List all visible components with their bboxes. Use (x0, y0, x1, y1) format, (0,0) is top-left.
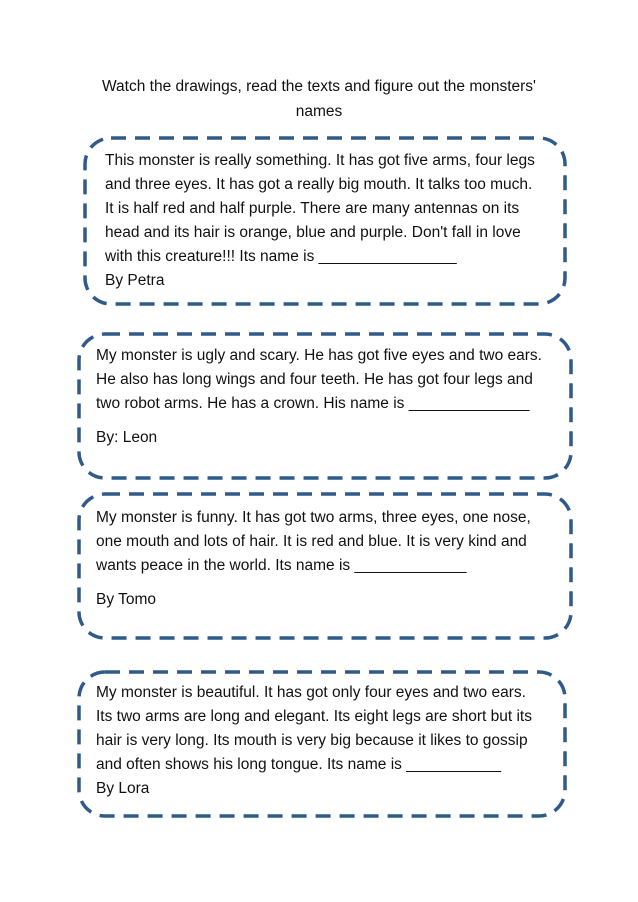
description-line: My monster is beautiful. It has got only four eyes and two ears. (96, 684, 526, 701)
description-line: and three eyes. It has got a really big mouth. It talks too much. (105, 176, 533, 193)
monster-description-box-tomo (78, 493, 572, 639)
author-signature: By Lora (96, 780, 150, 797)
monster-description (96, 681, 532, 801)
monster-description (96, 506, 531, 612)
description-line: wants peace in the world. Its name is _____________ (96, 557, 467, 574)
description-line: It is half red and half purple. There are many antennas on its (105, 200, 520, 217)
monster-description (105, 149, 535, 293)
description-line: head and its hair is orange, blue and purple. Don't fall in love (105, 224, 521, 241)
instructions-line-1: Watch the drawings, read the texts and figure out the monsters' (101, 78, 537, 95)
monster-description-box-petra (84, 137, 566, 305)
description-line: hair is very long. Its mouth is very big because it likes to gossip (96, 732, 528, 749)
description-line: with this creature!!! Its name is ________________ (105, 248, 457, 265)
description-line: This monster is really something. It has got five arms, four legs (105, 152, 535, 169)
monster-description-box-lora (78, 671, 566, 817)
description-line: My monster is funny. It has got two arms, three eyes, one nose, (96, 509, 531, 526)
description-line: and often shows his long tongue. Its name is ___________ (96, 756, 502, 773)
instructions-line-2: names (295, 103, 343, 120)
description-line: He also has long wings and four teeth. He has got four legs and (96, 371, 533, 388)
description-line: one mouth and lots of hair. It is red and blue. It is very kind and (96, 533, 527, 550)
author-signature: By Tomo (96, 591, 157, 608)
monster-description (96, 344, 542, 450)
monster-description-box-leon (78, 333, 572, 479)
author-signature: By Petra (105, 272, 165, 289)
instructions-heading (60, 74, 578, 124)
description-line: My monster is ugly and scary. He has got five eyes and two ears. (96, 347, 542, 364)
author-signature: By: Leon (96, 429, 158, 446)
description-line: Its two arms are long and elegant. Its eight legs are short but its (96, 708, 532, 725)
description-line: two robot arms. He has a crown. His name is ______________ (96, 395, 530, 412)
